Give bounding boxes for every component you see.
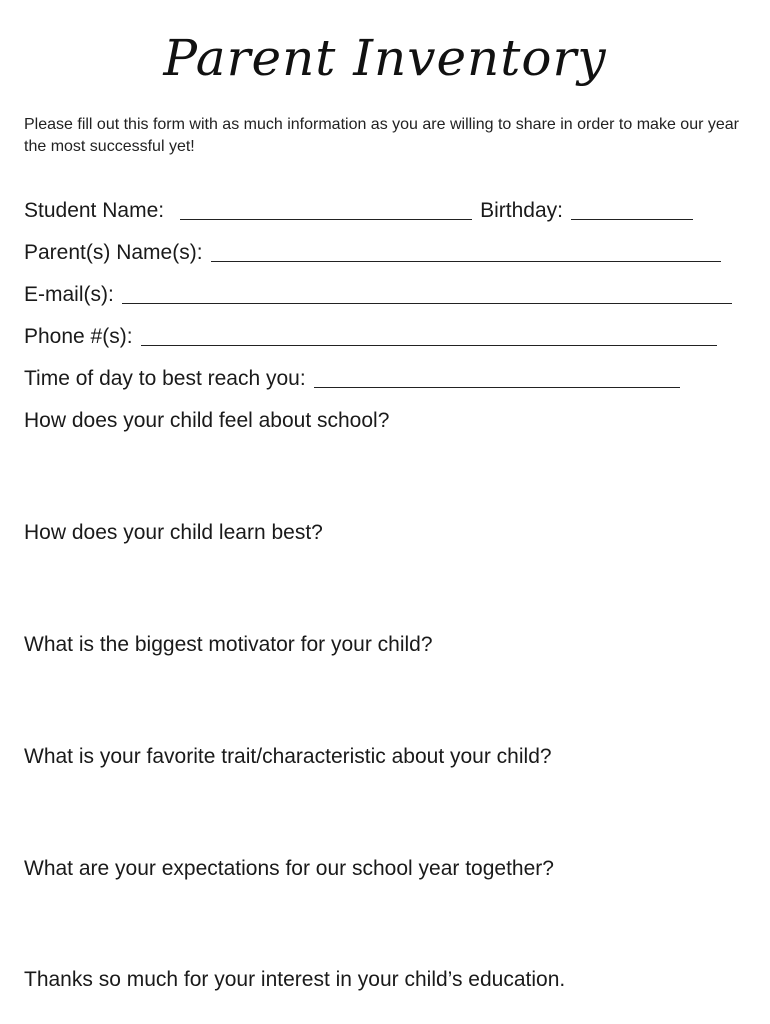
- form-intro: Please fill out this form with as much information as you are willing to share in order to make our year the most successful yet!: [24, 116, 739, 155]
- question-expectations: What are your expectations for our school year together?: [24, 857, 554, 880]
- phones-row: [24, 320, 734, 350]
- form-title: Parent Inventory: [163, 29, 607, 87]
- parent-names-label: Parent(s) Name(s):: [24, 241, 203, 264]
- emails-field[interactable]: [122, 281, 732, 304]
- closing-note: Thanks so much for your interest in your child’s education.: [24, 968, 566, 991]
- parent-names-row: [24, 236, 744, 266]
- phones-field[interactable]: [141, 323, 717, 346]
- question-favorite-trait: What is your favorite trait/characteristic about your child?: [24, 745, 552, 768]
- emails-label: E-mail(s):: [24, 283, 114, 306]
- best-time-row: [24, 362, 740, 392]
- birthday-field[interactable]: [571, 197, 693, 220]
- question-learn-best: How does your child learn best?: [24, 521, 323, 544]
- best-time-label: Time of day to best reach you:: [24, 367, 306, 390]
- best-time-field[interactable]: [314, 365, 680, 388]
- birthday-label: Birthday:: [480, 199, 563, 222]
- student-name-field[interactable]: [180, 197, 472, 220]
- student-name-label: Student Name:: [24, 199, 165, 222]
- phones-label: Phone #(s):: [24, 325, 133, 348]
- student-birthday-row: [24, 194, 734, 224]
- question-biggest-motivator: What is the biggest motivator for your child?: [24, 633, 433, 656]
- emails-row: [24, 278, 740, 308]
- question-feel-about-school: How does your child feel about school?: [24, 409, 390, 432]
- parent-names-field[interactable]: [211, 239, 721, 262]
